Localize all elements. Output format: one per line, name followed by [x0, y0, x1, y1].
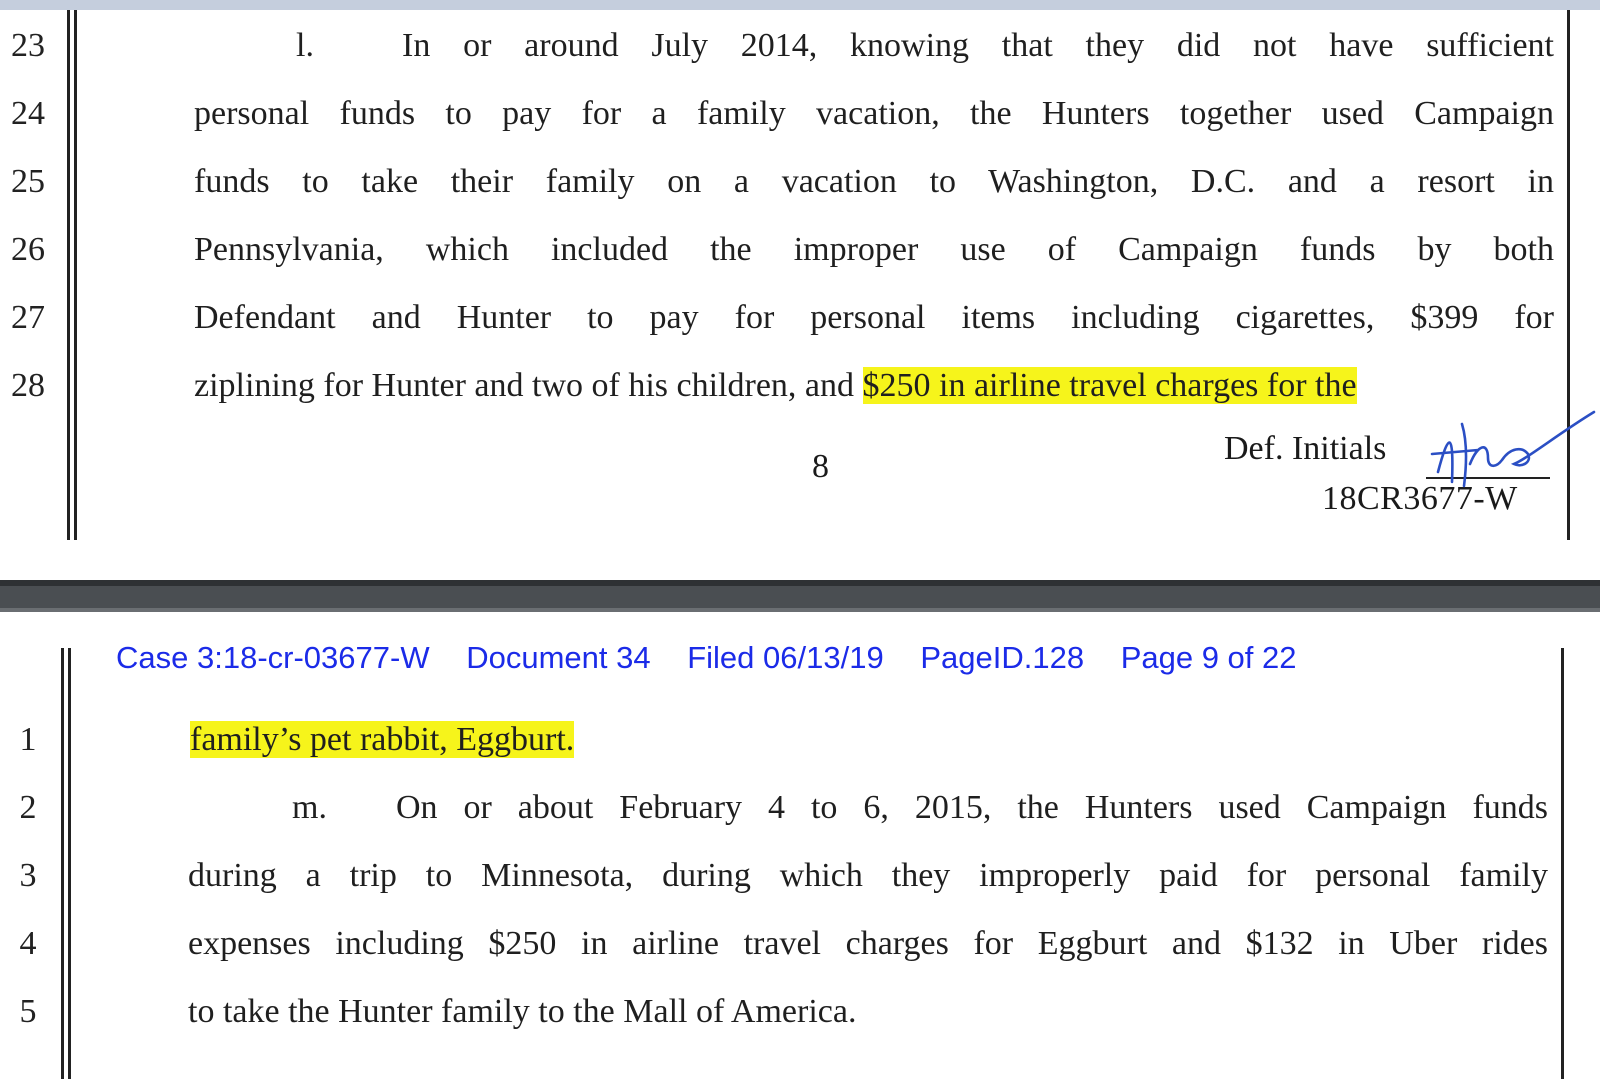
paragraph-label: l. — [296, 27, 314, 64]
left-margin-rule — [67, 10, 70, 540]
text-line: Pennsylvania, which included the improper use of Campaign funds by both — [194, 231, 1554, 268]
highlighted-text: $250 in airline travel charges for the — [862, 367, 1357, 404]
page-9-fragment — [0, 612, 1600, 1079]
line-number: 26 — [11, 231, 45, 268]
left-margin-rule — [61, 648, 64, 1079]
header-pageid: PageID.128 — [920, 640, 1085, 675]
highlighted-text: family’s pet rabbit, Eggburt. — [190, 721, 575, 758]
line-number: 5 — [19, 993, 37, 1030]
paragraph-label: m. — [292, 789, 327, 826]
header-page: Page 9 of 22 — [1120, 640, 1297, 675]
text-line: Defendant and Hunter to pay for personal items including cigarettes, $399 for — [194, 299, 1554, 336]
header-case: Case 3:18-cr-03677-W — [116, 640, 430, 675]
left-margin-rule-inner — [74, 10, 77, 540]
page-8-fragment — [0, 10, 1600, 580]
plain-text: ziplining for Hunter and two of his children, and — [194, 367, 863, 404]
line-number: 27 — [11, 299, 45, 336]
text-line: personal funds to pay for a family vacation, the Hunters together used Campaign — [194, 95, 1554, 132]
text-line: during a trip to Minnesota, during which they improperly paid for personal family — [188, 857, 1548, 894]
left-margin-rule-inner — [68, 648, 71, 1079]
page-separator — [0, 580, 1600, 612]
text-line: funds to take their family on a vacation to Washington, D.C. and a resort in — [194, 163, 1554, 200]
right-margin-rule — [1561, 648, 1564, 1079]
initials-label: Def. Initials — [1224, 430, 1387, 467]
header-document: Document 34 — [466, 640, 651, 675]
line-number: 1 — [19, 721, 37, 758]
line-number: 3 — [19, 857, 37, 894]
page-number: 8 — [812, 448, 829, 485]
line-number: 23 — [11, 27, 45, 64]
text-line: In or around July 2014, knowing that they did not have sufficient — [402, 27, 1554, 64]
viewer-top-edge — [0, 0, 1600, 10]
case-number-footer: 18CR3677-W — [1322, 480, 1518, 517]
header-filed: Filed 06/13/19 — [687, 640, 884, 675]
line-number: 24 — [11, 95, 45, 132]
line-number: 2 — [19, 789, 37, 826]
text-line: expenses including $250 in airline travel charges for Eggburt and $132 in Uber rides — [188, 925, 1548, 962]
signature-initials-image — [1418, 394, 1598, 514]
text-line — [194, 366, 1357, 406]
text-line: On or about February 4 to 6, 2015, the Hunters used Campaign funds — [396, 789, 1548, 826]
line-number: 4 — [19, 925, 37, 962]
text-line — [190, 720, 574, 760]
text-line: to take the Hunter family to the Mall of America. — [188, 993, 857, 1030]
line-number: 25 — [11, 163, 45, 200]
line-number: 28 — [11, 367, 45, 404]
case-header — [116, 640, 1325, 676]
